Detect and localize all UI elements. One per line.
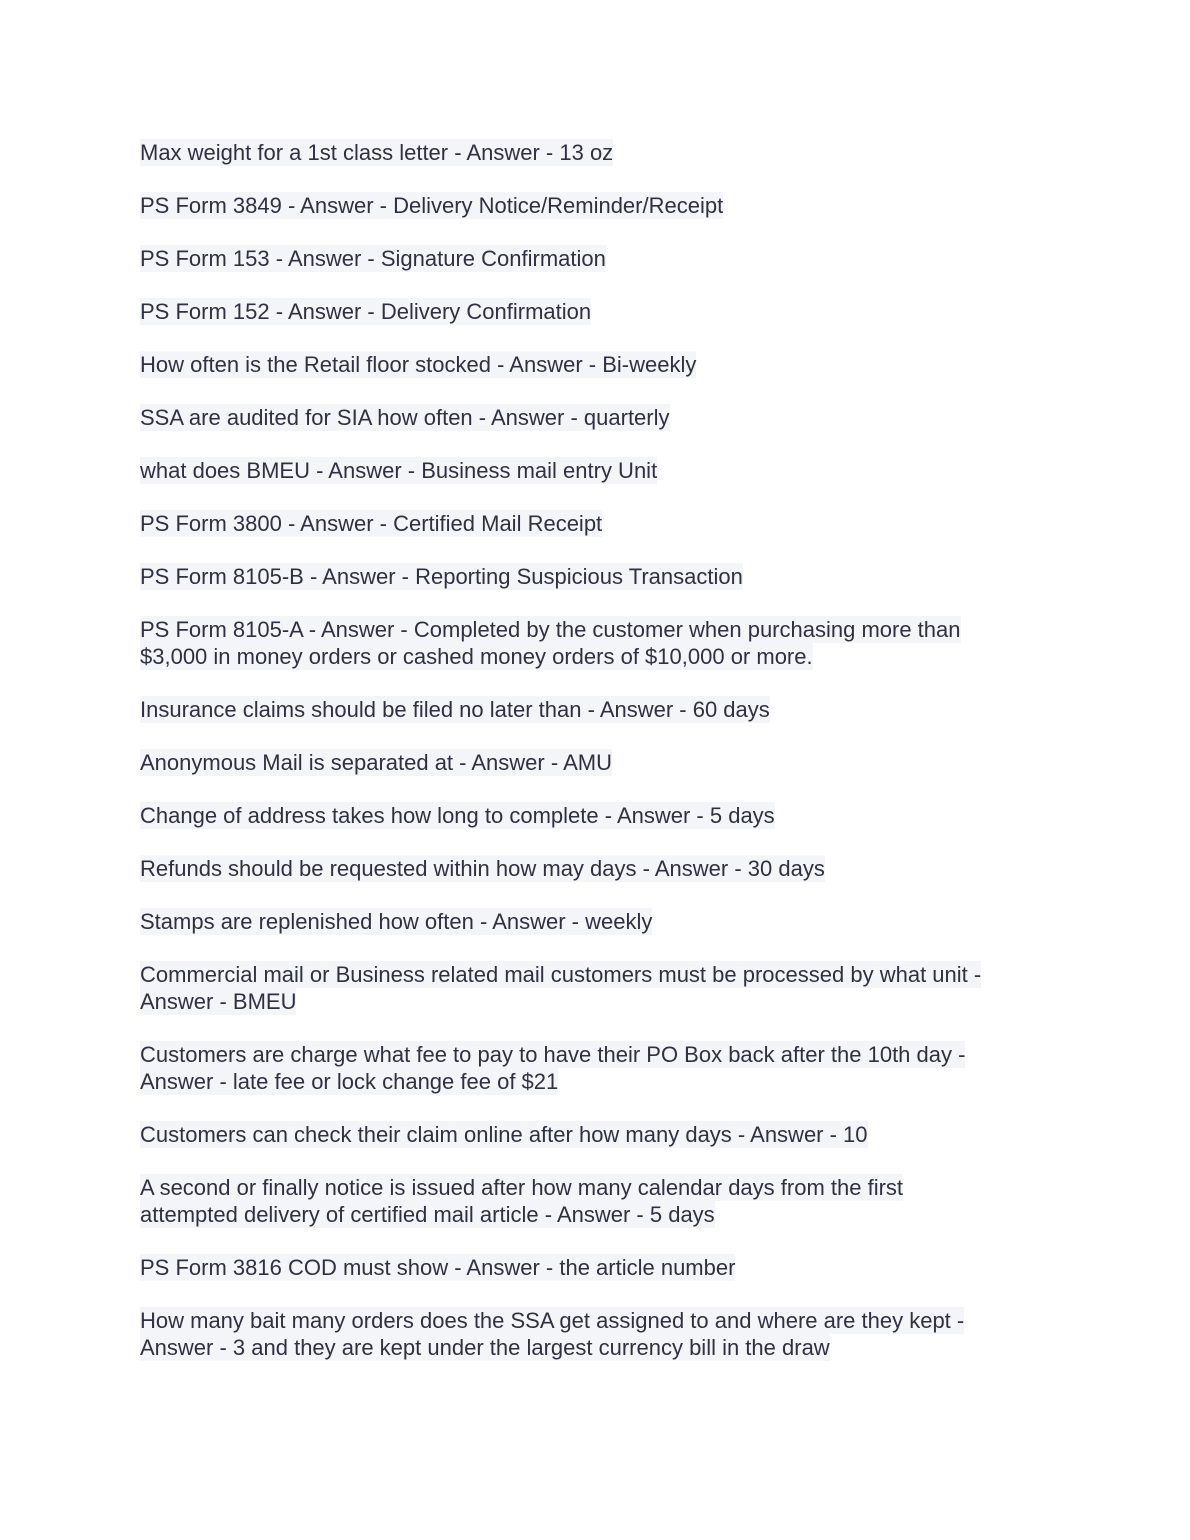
qa-text-line: Answer - late fee or lock change fee of $21 bbox=[140, 1069, 559, 1094]
qa-item bbox=[140, 855, 1040, 882]
qa-text-line: SSA are audited for SIA how often - Answer - quarterly bbox=[140, 405, 670, 430]
qa-text-line: Customers can check their claim online after how many days - Answer - 10 bbox=[140, 1122, 868, 1147]
qa-item bbox=[140, 404, 1040, 431]
qa-text-line: attempted delivery of certified mail article - Answer - 5 days bbox=[140, 1202, 715, 1227]
qa-text-line: Anonymous Mail is separated at - Answer - AMU bbox=[140, 750, 612, 775]
qa-item bbox=[140, 192, 1040, 219]
qa-text-line: How many bait many orders does the SSA get assigned to and where are they kept - bbox=[140, 1308, 965, 1333]
qa-item bbox=[140, 139, 1040, 166]
qa-item bbox=[140, 749, 1040, 776]
qa-text-line: PS Form 3816 COD must show - Answer - the article number bbox=[140, 1255, 736, 1280]
qa-text-line: Max weight for a 1st class letter - Answer - 13 oz bbox=[140, 140, 614, 165]
qa-text-line: PS Form 8105-A - Answer - Completed by the customer when purchasing more than bbox=[140, 617, 961, 642]
qa-item bbox=[140, 1174, 1040, 1228]
qa-text-line: Commercial mail or Business related mail customers must be processed by what unit - bbox=[140, 962, 982, 987]
qa-text-line: Customers are charge what fee to pay to have their PO Box back after the 10th day - bbox=[140, 1042, 966, 1067]
qa-text-line: Stamps are replenished how often - Answer - weekly bbox=[140, 909, 653, 934]
qa-text-line: Change of address takes how long to complete - Answer - 5 days bbox=[140, 803, 775, 828]
qa-text-line: what does BMEU - Answer - Business mail entry Unit bbox=[140, 458, 658, 483]
qa-item bbox=[140, 351, 1040, 378]
qa-text-line: Insurance claims should be filed no later than - Answer - 60 days bbox=[140, 697, 770, 722]
qa-item bbox=[140, 696, 1040, 723]
qa-text-line: Answer - BMEU bbox=[140, 989, 297, 1014]
qa-item bbox=[140, 245, 1040, 272]
qa-text-line: PS Form 153 - Answer - Signature Confirmation bbox=[140, 246, 606, 271]
qa-item bbox=[140, 298, 1040, 325]
qa-text-line: Answer - 3 and they are kept under the largest currency bill in the draw bbox=[140, 1335, 830, 1360]
qa-text-line: PS Form 3849 - Answer - Delivery Notice/Reminder/Receipt bbox=[140, 193, 724, 218]
qa-item bbox=[140, 563, 1040, 590]
qa-item bbox=[140, 961, 1040, 1015]
qa-item bbox=[140, 616, 1040, 670]
qa-text-line: PS Form 152 - Answer - Delivery Confirmation bbox=[140, 299, 592, 324]
qa-text-line: How often is the Retail floor stocked - Answer - Bi-weekly bbox=[140, 352, 697, 377]
qa-list bbox=[140, 139, 1040, 1387]
qa-text-line: $3,000 in money orders or cashed money orders of $10,000 or more. bbox=[140, 644, 813, 669]
qa-item bbox=[140, 1307, 1040, 1361]
qa-text-line: PS Form 3800 - Answer - Certified Mail Receipt bbox=[140, 511, 603, 536]
qa-item bbox=[140, 908, 1040, 935]
qa-item bbox=[140, 802, 1040, 829]
qa-text-line: PS Form 8105-B - Answer - Reporting Suspicious Transaction bbox=[140, 564, 743, 589]
qa-item bbox=[140, 1121, 1040, 1148]
qa-item bbox=[140, 1041, 1040, 1095]
qa-item bbox=[140, 510, 1040, 537]
qa-item bbox=[140, 1254, 1040, 1281]
qa-text-line: A second or finally notice is issued after how many calendar days from the first bbox=[140, 1175, 904, 1200]
qa-text-line: Refunds should be requested within how may days - Answer - 30 days bbox=[140, 856, 825, 881]
qa-item bbox=[140, 457, 1040, 484]
